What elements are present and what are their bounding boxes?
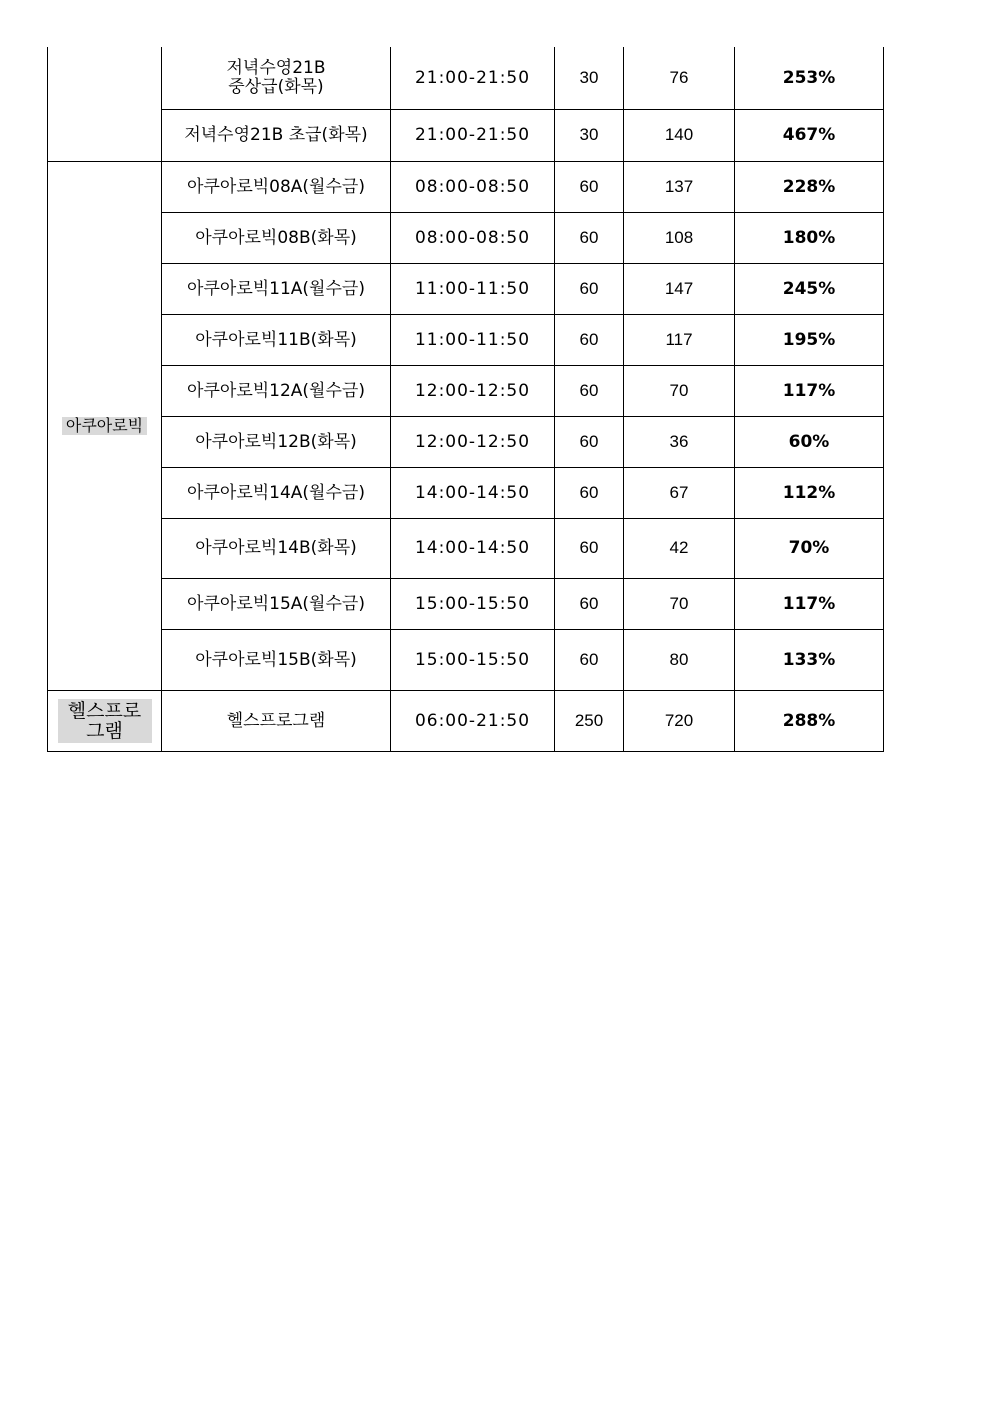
capacity-cell: 60: [555, 212, 624, 263]
applicants-cell: 80: [624, 629, 735, 690]
table-row: [48, 263, 884, 314]
category-cell-continued: [48, 47, 162, 161]
table-row: [48, 416, 884, 467]
time-cell: 08:00-08:50: [391, 212, 555, 263]
table-row: [48, 690, 884, 751]
applicants-cell: 42: [624, 518, 735, 578]
category-cell-health: [48, 690, 162, 751]
rate-cell: 253%: [735, 47, 884, 109]
program-cell: 저녁수영21B 초급(화목): [162, 109, 391, 161]
program-cell: 아쿠아로빅14B(화목): [162, 518, 391, 578]
capacity-cell: 30: [555, 109, 624, 161]
rate-cell: 228%: [735, 161, 884, 212]
capacity-cell: 30: [555, 47, 624, 109]
program-name-line1: 저녁수영21B: [226, 57, 326, 78]
capacity-cell: 60: [555, 416, 624, 467]
program-cell: 아쿠아로빅15B(화목): [162, 629, 391, 690]
table-row: [48, 161, 884, 212]
program-cell: 아쿠아로빅12A(월수금): [162, 365, 391, 416]
rate-cell: 195%: [735, 314, 884, 365]
applicants-cell: 117: [624, 314, 735, 365]
category-label-line1: 헬스프로: [67, 699, 142, 722]
capacity-cell: 60: [555, 365, 624, 416]
table-row: [48, 314, 884, 365]
time-cell: 15:00-15:50: [391, 629, 555, 690]
time-cell: 15:00-15:50: [391, 578, 555, 629]
applicants-cell: 67: [624, 467, 735, 518]
time-cell: 12:00-12:50: [391, 416, 555, 467]
program-cell: 아쿠아로빅15A(월수금): [162, 578, 391, 629]
program-cell: 아쿠아로빅12B(화목): [162, 416, 391, 467]
program-cell: 아쿠아로빅08B(화목): [162, 212, 391, 263]
applicants-cell: 36: [624, 416, 735, 467]
capacity-cell: 250: [555, 690, 624, 751]
time-cell: 08:00-08:50: [391, 161, 555, 212]
capacity-cell: 60: [555, 314, 624, 365]
table-row: [48, 365, 884, 416]
enrollment-table: [47, 47, 884, 752]
table-row: [48, 212, 884, 263]
time-cell: 06:00-21:50: [391, 690, 555, 751]
table-row: [48, 518, 884, 578]
capacity-cell: 60: [555, 161, 624, 212]
time-cell: 21:00-21:50: [391, 47, 555, 109]
capacity-cell: 60: [555, 263, 624, 314]
applicants-cell: 70: [624, 365, 735, 416]
table-row: [48, 467, 884, 518]
capacity-cell: 60: [555, 578, 624, 629]
category-label: 아쿠아로빅: [62, 417, 147, 435]
applicants-cell: 140: [624, 109, 735, 161]
rate-cell: 112%: [735, 467, 884, 518]
time-cell: 21:00-21:50: [391, 109, 555, 161]
applicants-cell: 147: [624, 263, 735, 314]
table-row: [48, 578, 884, 629]
time-cell: 11:00-11:50: [391, 314, 555, 365]
capacity-cell: 60: [555, 518, 624, 578]
rate-cell: 288%: [735, 690, 884, 751]
program-cell: 아쿠아로빅14A(월수금): [162, 467, 391, 518]
program-name-line2: 중상급(화목): [228, 76, 324, 97]
program-cell: 아쿠아로빅11B(화목): [162, 314, 391, 365]
rate-cell: 117%: [735, 578, 884, 629]
program-cell: 아쿠아로빅08A(월수금): [162, 161, 391, 212]
capacity-cell: 60: [555, 629, 624, 690]
applicants-cell: 76: [624, 47, 735, 109]
category-label: [58, 699, 152, 743]
time-cell: 14:00-14:50: [391, 467, 555, 518]
applicants-cell: 70: [624, 578, 735, 629]
applicants-cell: 720: [624, 690, 735, 751]
program-cell: 아쿠아로빅11A(월수금): [162, 263, 391, 314]
rate-cell: 133%: [735, 629, 884, 690]
time-cell: 11:00-11:50: [391, 263, 555, 314]
table-row: [48, 47, 884, 109]
program-cell: 헬스프로그램: [162, 690, 391, 751]
table-row: [48, 109, 884, 161]
time-cell: 14:00-14:50: [391, 518, 555, 578]
rate-cell: 117%: [735, 365, 884, 416]
rate-cell: 245%: [735, 263, 884, 314]
rate-cell: 467%: [735, 109, 884, 161]
rate-cell: 60%: [735, 416, 884, 467]
applicants-cell: 108: [624, 212, 735, 263]
time-cell: 12:00-12:50: [391, 365, 555, 416]
category-cell-aquarobics: [48, 161, 162, 690]
program-cell: [162, 47, 391, 109]
table-row: [48, 629, 884, 690]
capacity-cell: 60: [555, 467, 624, 518]
rate-cell: 70%: [735, 518, 884, 578]
rate-cell: 180%: [735, 212, 884, 263]
category-label-line2: 그램: [86, 719, 123, 742]
applicants-cell: 137: [624, 161, 735, 212]
